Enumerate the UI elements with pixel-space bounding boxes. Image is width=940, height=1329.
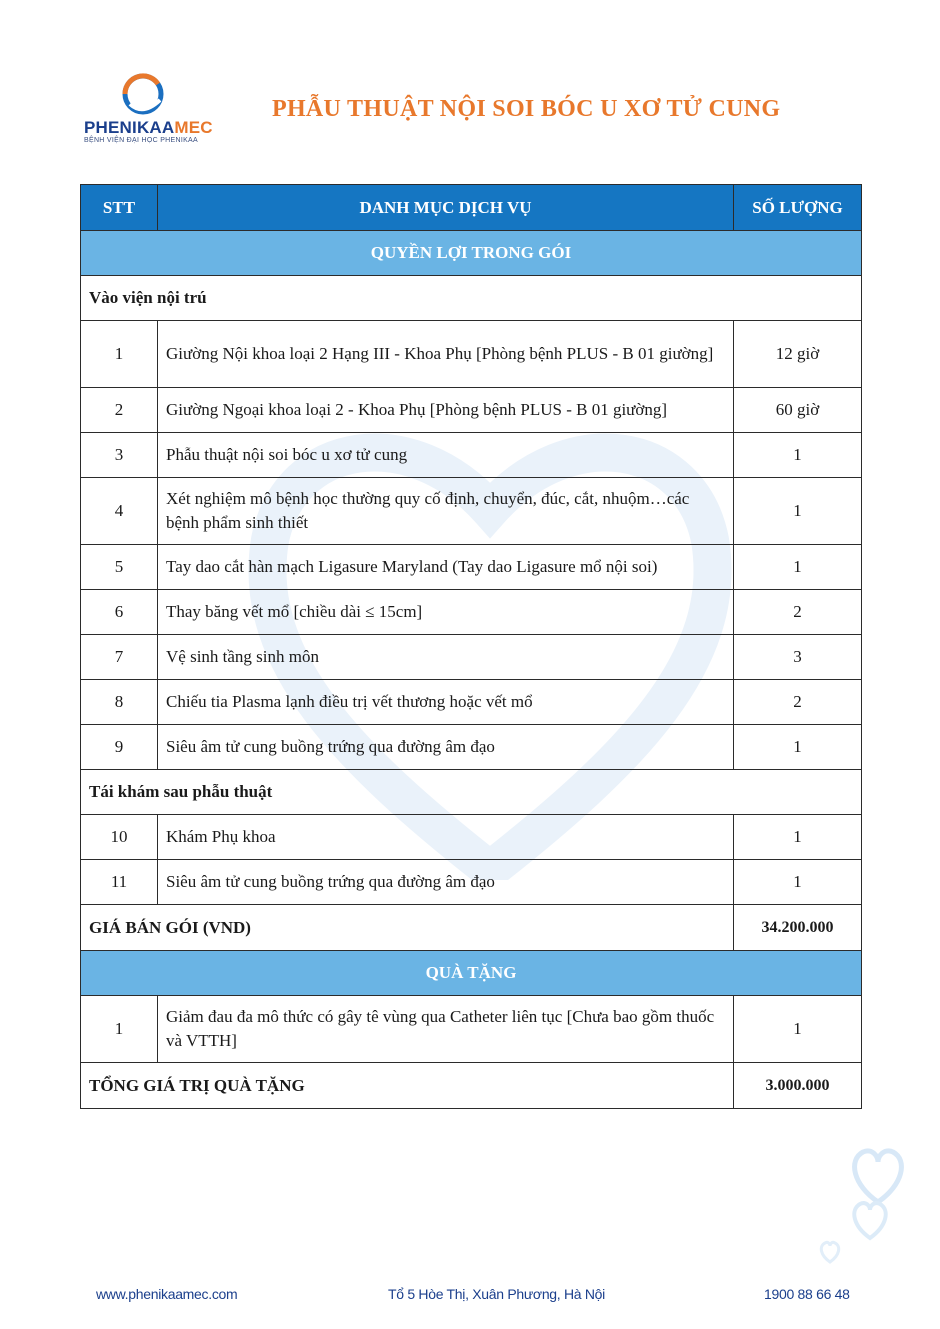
cell-service: Siêu âm tử cung buồng trứng qua đường âm đạo (158, 725, 734, 770)
cell-stt: 7 (81, 635, 158, 680)
package-price-value: 34.200.000 (734, 905, 862, 951)
cell-qty: 1 (734, 478, 862, 545)
table-row (81, 680, 862, 725)
table-row (81, 860, 862, 905)
cell-qty: 1 (734, 860, 862, 905)
page-title: PHẪU THUẬT NỘI SOI BÓC U XƠ TỬ CUNG (272, 96, 781, 122)
cell-stt: 5 (81, 545, 158, 590)
cell-qty: 1 (734, 545, 862, 590)
cell-stt: 4 (81, 478, 158, 545)
cell-qty: 1 (734, 996, 862, 1063)
footer-address: Tổ 5 Hòe Thị, Xuân Phương, Hà Nội (388, 1286, 605, 1302)
cell-service: Siêu âm tử cung buồng trứng qua đường âm đạo (158, 860, 734, 905)
col-header-service: DANH MỤC DỊCH VỤ (158, 185, 734, 231)
cell-qty: 60 giờ (734, 388, 862, 433)
table-row (81, 388, 862, 433)
cell-qty: 1 (734, 815, 862, 860)
table-row (81, 815, 862, 860)
cell-stt: 11 (81, 860, 158, 905)
cell-stt: 6 (81, 590, 158, 635)
cell-qty: 2 (734, 680, 862, 725)
service-table (80, 184, 862, 1109)
cell-stt: 3 (81, 433, 158, 478)
brand-subtitle: BỆNH VIỆN ĐẠI HỌC PHENIKAA (84, 137, 198, 144)
cell-qty: 2 (734, 590, 862, 635)
cell-stt: 8 (81, 680, 158, 725)
col-header-qty: SỐ LƯỢNG (734, 185, 862, 231)
cell-stt: 1 (81, 321, 158, 388)
gift-total-row (81, 1063, 862, 1109)
group-row-inpatient (81, 276, 862, 321)
table-row (81, 996, 862, 1063)
cell-service: Tay dao cắt hàn mạch Ligasure Maryland (Tay dao Ligasure mổ nội soi) (158, 545, 734, 590)
cell-stt: 1 (81, 996, 158, 1063)
table-row (81, 725, 862, 770)
cell-qty: 1 (734, 725, 862, 770)
cell-service: Xét nghiệm mô bệnh học thường quy cố định, chuyển, đúc, cắt, nhuộm…các bệnh phẩm sinh thiết (158, 478, 734, 545)
brand-name: PHENIKAAMEC (84, 118, 213, 137)
col-header-stt: STT (81, 185, 158, 231)
group-label: Tái khám sau phẫu thuật (81, 770, 862, 815)
section-band-gifts (81, 951, 862, 996)
cell-service: Khám Phụ khoa (158, 815, 734, 860)
hearts-decoration-icon (808, 1140, 918, 1280)
table-row (81, 321, 862, 388)
group-row-followup (81, 770, 862, 815)
footer-website[interactable]: www.phenikaamec.com (96, 1286, 238, 1302)
cell-service: Phẫu thuật nội soi bóc u xơ tử cung (158, 433, 734, 478)
cell-stt: 2 (81, 388, 158, 433)
section-band-benefits (81, 231, 862, 276)
footer-phone[interactable]: 1900 88 66 48 (764, 1286, 850, 1302)
gift-total-label: TỔNG GIÁ TRỊ QUÀ TẶNG (81, 1063, 734, 1109)
band-label: QUÀ TẶNG (81, 951, 862, 996)
table-row (81, 635, 862, 680)
table-header-row (81, 185, 862, 231)
gift-total-value: 3.000.000 (734, 1063, 862, 1109)
table-row (81, 545, 862, 590)
package-price-row (81, 905, 862, 951)
cell-qty: 1 (734, 433, 862, 478)
table-row (81, 433, 862, 478)
table-row (81, 478, 862, 545)
cell-service: Chiếu tia Plasma lạnh điều trị vết thương hoặc vết mổ (158, 680, 734, 725)
cell-service: Giường Ngoại khoa loại 2 - Khoa Phụ [Phòng bệnh PLUS - B 01 giường] (158, 388, 734, 433)
cell-qty: 12 giờ (734, 321, 862, 388)
cell-qty: 3 (734, 635, 862, 680)
cell-service: Thay băng vết mổ [chiều dài ≤ 15cm] (158, 590, 734, 635)
cell-stt: 10 (81, 815, 158, 860)
cell-service: Giường Nội khoa loại 2 Hạng III - Khoa Phụ [Phòng bệnh PLUS - B 01 giường] (158, 321, 734, 388)
group-label: Vào viện nội trú (81, 276, 862, 321)
table-row (81, 590, 862, 635)
cell-service: Giảm đau đa mô thức có gây tê vùng qua Catheter liên tục [Chưa bao gồm thuốc và VTTH] (158, 996, 734, 1063)
package-price-label: GIÁ BÁN GÓI (VND) (81, 905, 734, 951)
cell-service: Vệ sinh tầng sinh môn (158, 635, 734, 680)
band-label: QUYỀN LỢI TRONG GÓI (81, 231, 862, 276)
cell-stt: 9 (81, 725, 158, 770)
